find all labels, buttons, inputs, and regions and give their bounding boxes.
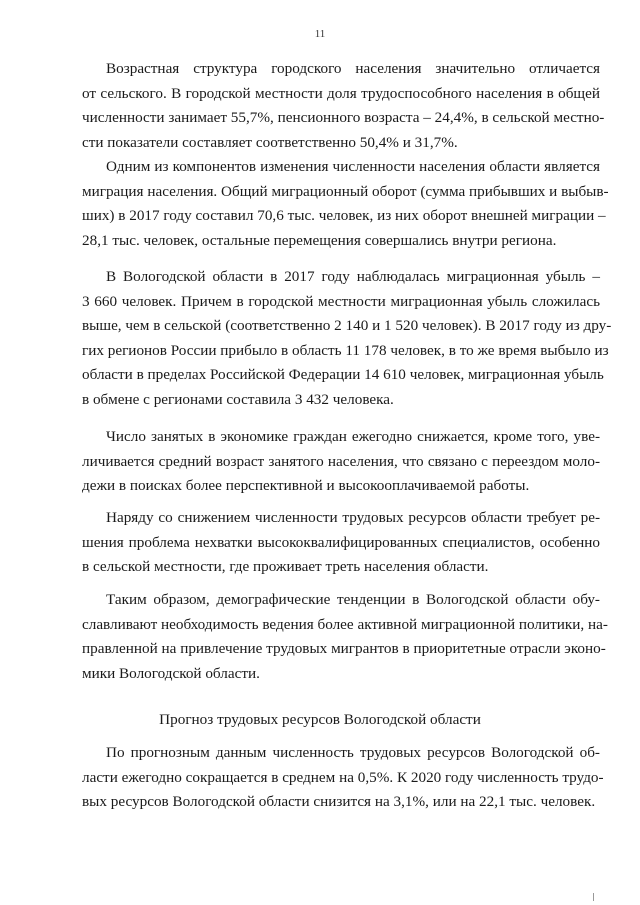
paragraph-forecast	[82, 741, 604, 815]
text-line: выше, чем в сельской (соответственно 2 140 и 1 520 человек). В 2017 году из дру-	[82, 317, 612, 335]
text-line: славливают необходимость ведения более активной миграционной политики, на-	[82, 615, 608, 633]
paragraph-specialists	[82, 506, 600, 580]
paragraph-age-structure	[82, 57, 605, 155]
text-line: личивается средний возраст занятого населения, что связано с переездом моло-	[82, 452, 600, 470]
scan-edge-mark	[593, 893, 594, 901]
text-line: В Вологодской области в 2017 году наблюдалась миграционная убыль –	[106, 268, 600, 285]
paragraph-migration-loss	[82, 265, 612, 413]
page-number: 11	[314, 28, 326, 40]
text-line: вых ресурсов Вологодской области снизится на 3,1%, или на 22,1 тыс. человек.	[82, 793, 596, 811]
text-line: 3 660 человек. Причем в городской местности миграционная убыль сложилась	[82, 292, 600, 310]
paragraph-conclusion	[82, 588, 608, 686]
text-line: По прогнозным данным численность трудовых ресурсов Вологодской об-	[106, 744, 600, 761]
text-line: в обмене с регионами составила 3 432 человека.	[82, 390, 394, 408]
text-line: мики Вологодской области.	[82, 664, 260, 682]
text-line: ших) в 2017 году составил 70,6 тыс. человек, из них оборот внешней миграции –	[82, 207, 606, 225]
text-line: от сельского. В городской местности доля трудоспособного населения в общей	[82, 84, 600, 102]
text-line: дежи в поисках более перспективной и высокооплачиваемой работы.	[82, 477, 530, 495]
text-line: Число занятых в экономике граждан ежегодно снижается, кроме того, уве-	[106, 428, 600, 445]
text-line: Таким образом, демографические тенденции в Вологодской области обу-	[106, 591, 600, 608]
text-line: Одним из компонентов изменения численности населения области является	[106, 158, 600, 175]
text-line: 28,1 тыс. человек, остальные перемещения совершались внутри региона.	[82, 231, 557, 249]
text-line: Возрастная структура городского населения значительно отличается	[106, 60, 600, 77]
paragraph-employment	[82, 425, 600, 499]
text-line: сти показатели составляет соответственно 50,4% и 31,7%.	[82, 133, 458, 151]
text-line: шения проблема нехватки высококвалифицированных специалистов, особенно	[82, 533, 600, 551]
text-line: в сельской местности, где проживает треть населения области.	[82, 558, 489, 576]
text-line: ласти ежегодно сокращается в среднем на 0,5%. К 2020 году численность трудо-	[82, 768, 604, 786]
text-line: гих регионов России прибыло в область 11 178 человек, в то же время выбыло из	[82, 341, 609, 359]
paragraph-migration-turnover	[82, 155, 609, 253]
text-line: численности занимает 55,7%, пенсионного возраста – 24,4%, в сельской местно-	[82, 109, 605, 127]
text-line: правленной на привлечение трудовых мигрантов в приоритетные отрасли эконо-	[82, 640, 606, 658]
text-line: миграция населения. Общий миграционный оборот (сумма прибывших и выбыв-	[82, 182, 609, 200]
section-heading: Прогноз трудовых ресурсов Вологодской области	[159, 711, 481, 728]
text-line: Наряду со снижением численности трудовых ресурсов области требует ре-	[106, 509, 600, 526]
text-line: области в пределах Российской Федерации 14 610 человек, миграционная убыль	[82, 366, 604, 384]
